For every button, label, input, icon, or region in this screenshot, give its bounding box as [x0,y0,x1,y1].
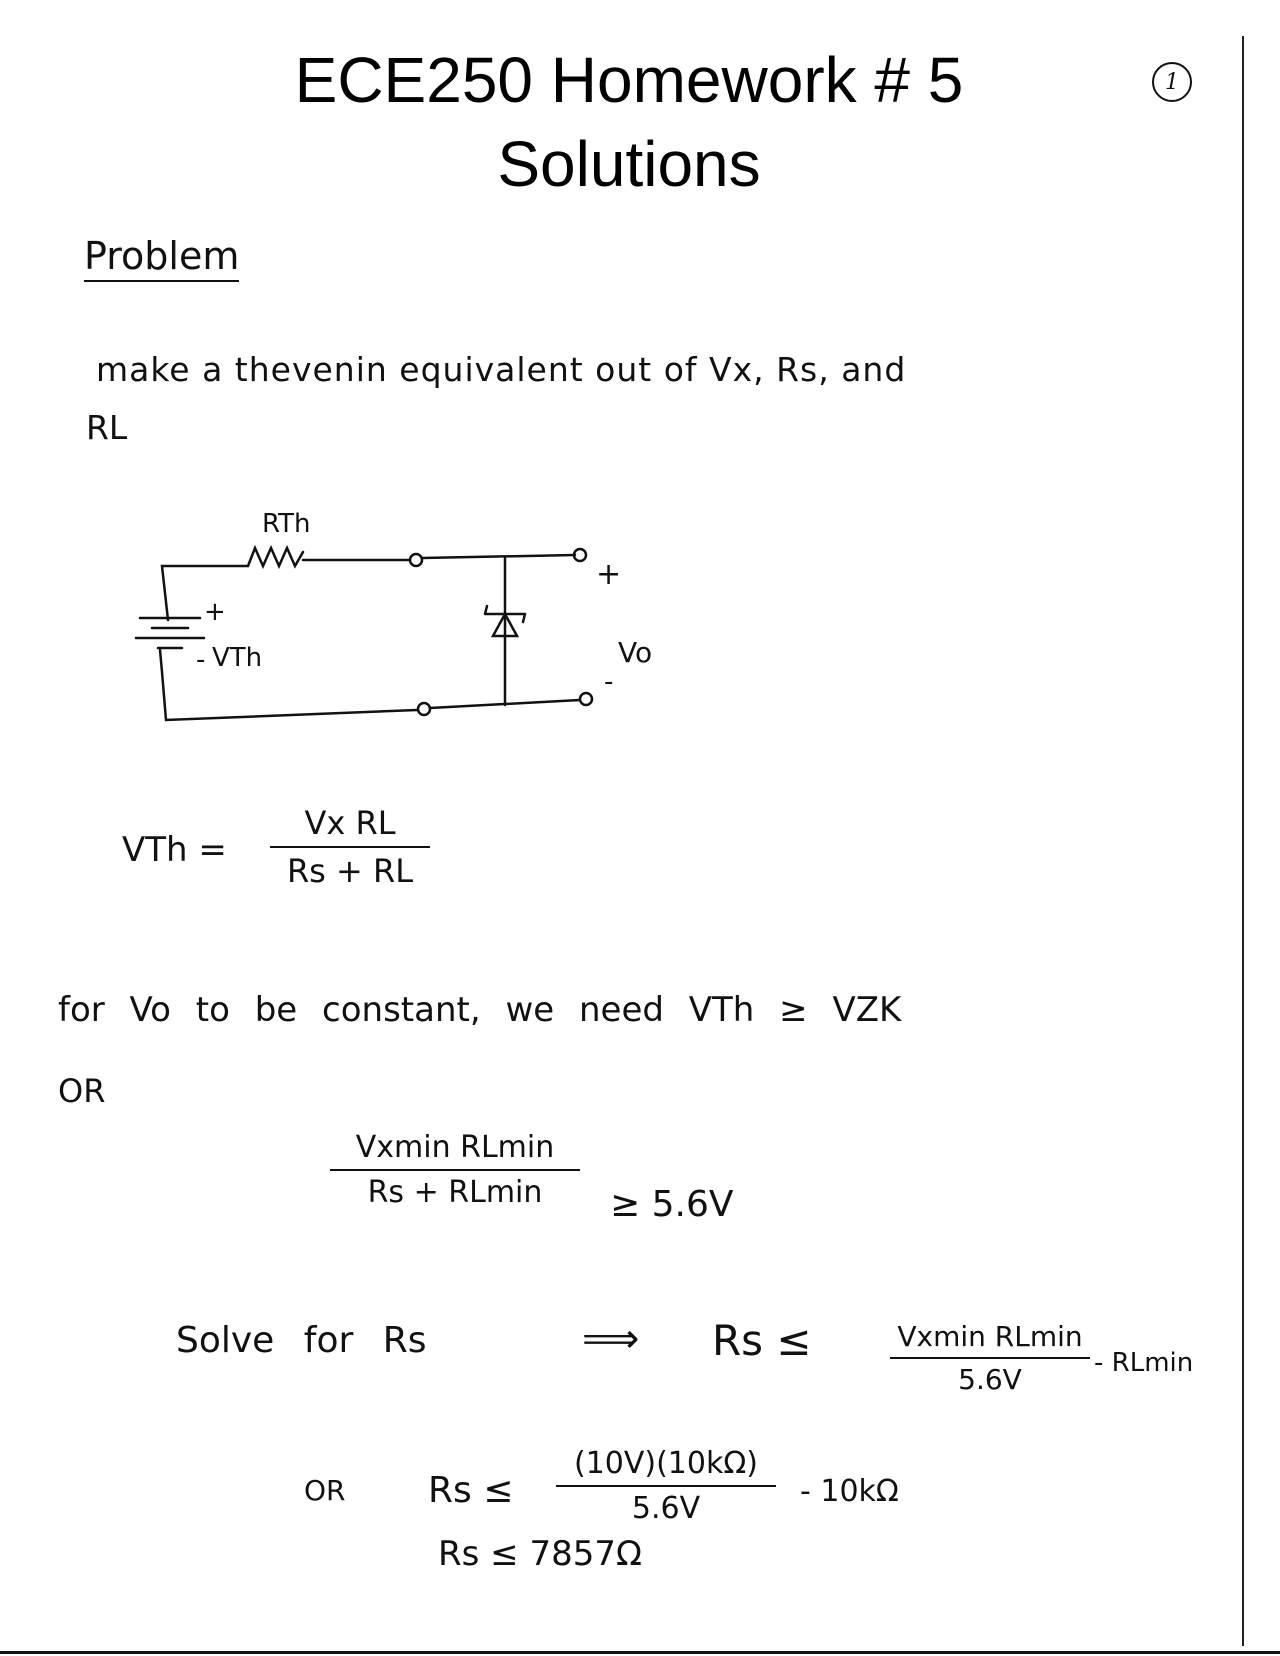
thevenin-circuit-diagram [0,0,1280,760]
wire-top-right [422,555,575,558]
solve-denominator: 5.6V [958,1363,1022,1396]
terminal-node-top [410,554,422,566]
problem-heading: Problem [84,234,239,282]
output-vo-label: Vo [618,636,653,669]
vth-fraction [270,804,430,890]
scan-margin-line [1242,36,1244,1646]
inequality-denominator: Rs + RLmin [367,1175,543,1210]
solve-fraction [890,1320,1090,1396]
page-number: 1 [1152,62,1192,102]
condition-or: OR [58,1072,106,1110]
battery-plates [136,618,204,648]
fraction-bar [330,1169,580,1171]
vth-equation-lhs: VTh = [122,830,227,870]
fraction-bar [890,1357,1090,1359]
condition-sentence: for Vo to be constant, we need VTh ≥ VZK [58,990,902,1030]
numeric-numerator: (10V)(10kΩ) [574,1446,758,1481]
solve-numerator: Vxmin RLmin [897,1320,1083,1353]
inequality-rhs: ≥ 5.6V [610,1184,734,1225]
source-plus-label: + [204,597,226,627]
output-minus-label: - [604,667,614,697]
terminal-node-bottom [418,703,430,715]
solve-lhs: Rs ≤ [712,1316,812,1365]
rth-resistor [248,548,303,566]
inequality-numerator: Vxmin RLmin [355,1130,555,1165]
source-vth-label: VTh [212,643,263,673]
vth-denominator: Rs + RL [286,852,414,890]
title-line-1: ECE250 Homework # 5 [294,44,964,116]
inequality-fraction [330,1130,580,1210]
numeric-fraction [556,1446,776,1526]
numeric-or: OR [304,1474,346,1507]
title-line-2: Solutions [497,128,761,200]
vth-numerator: Vx RL [304,804,396,842]
problem-statement-line-1: make a thevenin equivalent out of Vx, Rs, and [96,350,907,389]
implies-arrow: ⟹ [582,1316,640,1362]
fraction-bar [270,846,430,848]
numeric-denominator: 5.6V [631,1491,701,1526]
numeric-tail: - 10kΩ [800,1474,899,1509]
output-plus-label: + [596,557,622,592]
source-minus-label: - [196,645,206,675]
scan-bottom-edge [0,1651,1280,1654]
rth-label: RTh [262,509,311,539]
output-terminal-bottom [580,693,592,705]
problem-statement-line-2: RL [86,408,128,447]
solve-tail: - RLmin [1094,1348,1194,1378]
numeric-result: Rs ≤ 7857Ω [438,1534,642,1574]
solve-prefix: Solve for Rs [176,1320,427,1361]
fraction-bar [556,1485,776,1487]
numeric-lhs: Rs ≤ [428,1470,514,1511]
